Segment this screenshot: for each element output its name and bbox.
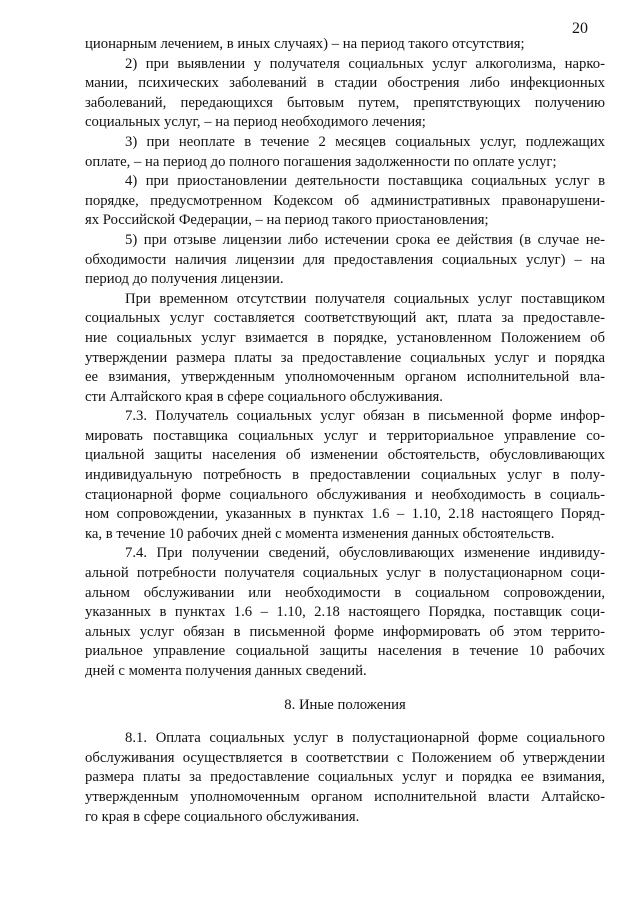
paragraph-item-2 bbox=[85, 55, 605, 133]
text-line: ях Российской Федерации, – на период такого приостановления; bbox=[85, 212, 489, 229]
text-line: обходимости наличия лицензии для предоставления социальных услуг) – на bbox=[85, 251, 605, 268]
text-line: циальной защиты населения об изменении обстоятельств, обусловливающих bbox=[85, 447, 605, 464]
page-number: 20 bbox=[572, 20, 588, 37]
document-body bbox=[85, 35, 605, 827]
text-line: мировать поставщика социальных услуг и территориальное управление со- bbox=[85, 427, 605, 444]
text-line: дней с момента получения данных сведений. bbox=[85, 663, 367, 679]
paragraph-item-4 bbox=[85, 172, 605, 231]
text-line: риальное управление социальной защиты населения в течение 10 рабочих bbox=[85, 643, 605, 660]
text-line: заболеваний, передающихся бытовым путем, препятствующих получению bbox=[85, 94, 605, 111]
text-line: ние социальных услуг взимается в порядке, установленном Положением об bbox=[85, 329, 605, 346]
text-line: альных услуг обязан в письменной форме информировать об этом террито- bbox=[85, 623, 605, 640]
text-line: При временном отсутствии получателя социальных услуг поставщиком bbox=[125, 290, 605, 307]
text-line: 3) при неоплате в течение 2 месяцев социальных услуг, подлежащих bbox=[125, 133, 605, 150]
paragraph-7-4 bbox=[85, 544, 605, 681]
text-line: ка, в течение 10 рабочих дней с момента изменения данных обстоятельств. bbox=[85, 525, 555, 542]
text-line: порядке, предусмотренном Кодексом об административных правонарушени- bbox=[85, 192, 605, 209]
text-line: ее взимания, утвержденным уполномоченным органом исполнительной вла- bbox=[85, 369, 605, 386]
paragraph-7-3 bbox=[85, 407, 605, 544]
text-line: указанных в пунктах 1.6 – 1.10, 2.18 настоящего Порядка, поставщик соци- bbox=[85, 604, 605, 621]
paragraph-item-3 bbox=[85, 133, 605, 172]
text-line: размера платы за предоставление социальных услуг и порядка ее взимания, bbox=[85, 769, 605, 786]
text-line: социальных услуг составляется соответствующий акт, плата за предоставле- bbox=[85, 310, 605, 327]
paragraph-item-5 bbox=[85, 231, 605, 290]
text-line: социальных услуг, – на период необходимого лечения; bbox=[85, 114, 426, 131]
paragraph-8-1 bbox=[85, 729, 605, 827]
text-line: альной потребности получателя социальных услуг в полустационарном соци- bbox=[85, 565, 605, 582]
text-line: ном сопровождении, указанных в пунктах 1.6 – 1.10, 2.18 настоящего Поряд- bbox=[85, 506, 605, 523]
text-line: мании, психических заболеваний в стадии обострения либо инфекционных bbox=[85, 75, 605, 92]
text-line: обслуживания осуществляется в соответствии с Положением об утверждении bbox=[85, 749, 605, 766]
text-line: альном обслуживании или необходимости в социальном сопровождении, bbox=[85, 584, 605, 601]
text-line: утвержденным уполномоченным органом исполнительной власти Алтайско- bbox=[85, 788, 605, 805]
text-line: ционарным лечением, в иных случаях) – на период такого отсутствия; bbox=[85, 36, 525, 52]
text-line: 5) при отзыве лицензии либо истечении срока ее действия (в случае не- bbox=[125, 231, 605, 248]
paragraph-temporary-absence bbox=[85, 290, 605, 408]
paragraph-continuation bbox=[85, 35, 605, 55]
text-line: период до получения лицензии. bbox=[85, 271, 284, 288]
text-line: 4) при приостановлении деятельности поставщика социальных услуг в bbox=[125, 173, 605, 190]
text-line: оплате, – на период до полного погашения задолженности по оплате услуг; bbox=[85, 153, 557, 170]
text-line: го края в сфере социального обслуживания. bbox=[85, 808, 360, 825]
text-line: стационарной форме социального обслуживания и необходимость в социаль- bbox=[85, 486, 605, 503]
text-line: 7.4. При получении сведений, обусловливающих изменение индивиду- bbox=[125, 545, 605, 562]
text-line: сти Алтайского края в сфере социального обслуживания. bbox=[85, 388, 443, 405]
text-line: 7.3. Получатель социальных услуг обязан в письменной форме инфор- bbox=[125, 408, 605, 425]
section-heading: 8. Иные положения bbox=[284, 696, 406, 713]
text-line: индивидуальную потребность в предоставлении социальных услуг в полу- bbox=[85, 467, 605, 484]
text-line: 8.1. Оплата социальных услуг в полустационарной форме социального bbox=[125, 730, 605, 747]
text-line: 2) при выявлении у получателя социальных услуг алкоголизма, нарко- bbox=[125, 55, 605, 72]
text-line: утверждении размера платы за предоставление социальных услуг и порядка bbox=[85, 349, 605, 366]
